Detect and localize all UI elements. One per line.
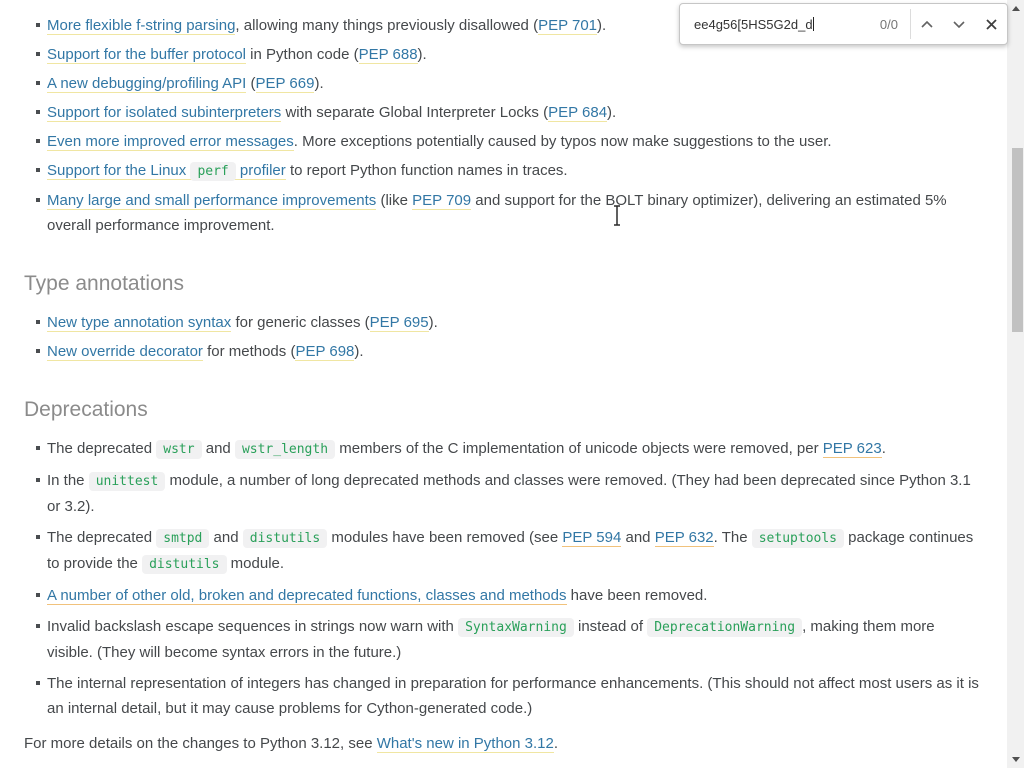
text-caret — [813, 17, 814, 31]
find-next-button[interactable] — [943, 6, 975, 42]
code-literal: setuptools — [752, 529, 844, 548]
section-list — [24, 436, 983, 721]
list-item: More flexible f-string parsing, allowing many things previously disallowed (PEP 701). — [24, 13, 983, 38]
code-literal: distutils — [142, 555, 226, 574]
link[interactable]: More flexible f-string parsing — [47, 17, 236, 34]
arrow-down-icon — [1012, 757, 1020, 762]
list-item: Support for the Linux perf profiler to report Python function names in traces. — [24, 158, 983, 184]
list-item: The deprecated wstr and wstr_length members of the C implementation of unicode objects were removed, per PEP 623. — [24, 436, 983, 462]
link[interactable]: PEP 698 — [295, 343, 355, 360]
link[interactable]: PEP 684 — [548, 104, 608, 121]
arrow-up-icon — [1012, 6, 1020, 11]
link[interactable]: PEP 701 — [538, 17, 598, 34]
link[interactable]: PEP 688 — [358, 46, 418, 63]
code-literal: unittest — [89, 472, 166, 491]
link[interactable]: PEP 709 — [412, 192, 472, 209]
link[interactable]: A number of other old, broken and deprecated functions, classes and methods — [47, 587, 567, 604]
list-item: Even more improved error messages. More exceptions potentially caused by typos now make suggestions to the user. — [24, 129, 983, 154]
vertical-scrollbar[interactable] — [1007, 0, 1024, 768]
list-item: Invalid backslash escape sequences in strings now warn with SyntaxWarning instead of DeprecationWarning , making them more visible. (They will become syntax errors in the future.) — [24, 614, 983, 665]
link[interactable]: What's new in Python 3.12 — [376, 735, 554, 752]
link[interactable]: PEP 632 — [654, 529, 714, 546]
link[interactable]: PEP 594 — [562, 529, 622, 546]
link[interactable]: Many large and small performance improvements — [47, 192, 377, 209]
code-literal: SyntaxWarning — [458, 618, 574, 637]
list-item: A number of other old, broken and deprecated functions, classes and methods have been removed. — [24, 583, 983, 608]
chevron-up-icon — [921, 21, 933, 28]
link[interactable]: New override decorator — [47, 343, 203, 360]
chevron-down-icon — [953, 21, 965, 28]
more-details-note: For more details on the changes to Python 3.12, see What's new in Python 3.12. — [24, 735, 559, 752]
link[interactable]: Support for isolated subinterpreters — [47, 104, 282, 121]
section-heading: Deprecations — [24, 398, 148, 421]
section-heading: Type annotations — [24, 272, 184, 295]
code-literal: wstr — [156, 440, 201, 459]
link[interactable]: Support for the Linux — [47, 162, 191, 179]
list-item: Support for isolated subinterpreters with separate Global Interpreter Locks (PEP 684). — [24, 100, 983, 125]
list-item: New type annotation syntax for generic classes (PEP 695). — [24, 310, 983, 335]
close-icon — [985, 18, 998, 31]
link[interactable]: PEP 669 — [255, 75, 315, 92]
find-previous-button[interactable] — [911, 6, 943, 42]
code-literal: distutils — [243, 529, 327, 548]
link[interactable]: A new debugging/profiling API — [47, 75, 247, 92]
list-item: The deprecated smtpd and distutils modules have been removed (see PEP 594 and PEP 632. The setuptools package continues to provide the distutils module. — [24, 525, 983, 577]
link[interactable]: Even more improved error messages — [47, 133, 294, 150]
link[interactable]: Support for the buffer protocol — [47, 46, 247, 63]
article-sections — [24, 272, 983, 721]
code-literal: perf — [190, 162, 235, 181]
link[interactable]: New type annotation syntax — [47, 314, 232, 331]
code-link[interactable] — [190, 162, 235, 180]
find-close-button[interactable] — [975, 6, 1007, 42]
section-list — [24, 310, 983, 364]
list-item: New override decorator for methods (PEP 698). — [24, 339, 983, 364]
scrollbar-thumb[interactable] — [1012, 148, 1023, 332]
code-literal: wstr_length — [235, 440, 335, 459]
find-input[interactable] — [680, 17, 880, 32]
link[interactable]: profiler — [235, 162, 286, 179]
scroll-up-button[interactable] — [1007, 0, 1024, 17]
link[interactable]: PEP 623 — [822, 440, 882, 457]
highlights-list — [24, 13, 983, 238]
find-in-page-bar — [679, 3, 1008, 45]
list-item: The internal representation of integers has changed in preparation for performance enhancements. (This should not affect most users as it is an internal detail, but it may cause problems for Cython-generated code.) — [24, 671, 983, 721]
scroll-down-button[interactable] — [1007, 751, 1024, 768]
list-item: Support for the buffer protocol in Python code (PEP 688). — [24, 42, 983, 67]
code-literal: DeprecationWarning — [647, 618, 802, 637]
match-counter: 0/0 — [879, 16, 898, 32]
link[interactable]: PEP 695 — [369, 314, 429, 331]
list-item: Many large and small performance improvements (like PEP 709 and support for the BOLT binary optimizer), delivering an estimated 5% overall performance improvement. — [24, 188, 983, 238]
list-item: In the unittest module, a number of long deprecated methods and classes were removed. (They had been deprecated since Python 3.1 or 3.2). — [24, 468, 983, 519]
find-query-text: ee4g56[5HS5G2d_d — [694, 16, 813, 32]
list-item: A new debugging/profiling API (PEP 669). — [24, 71, 983, 96]
code-literal: smtpd — [156, 529, 209, 548]
